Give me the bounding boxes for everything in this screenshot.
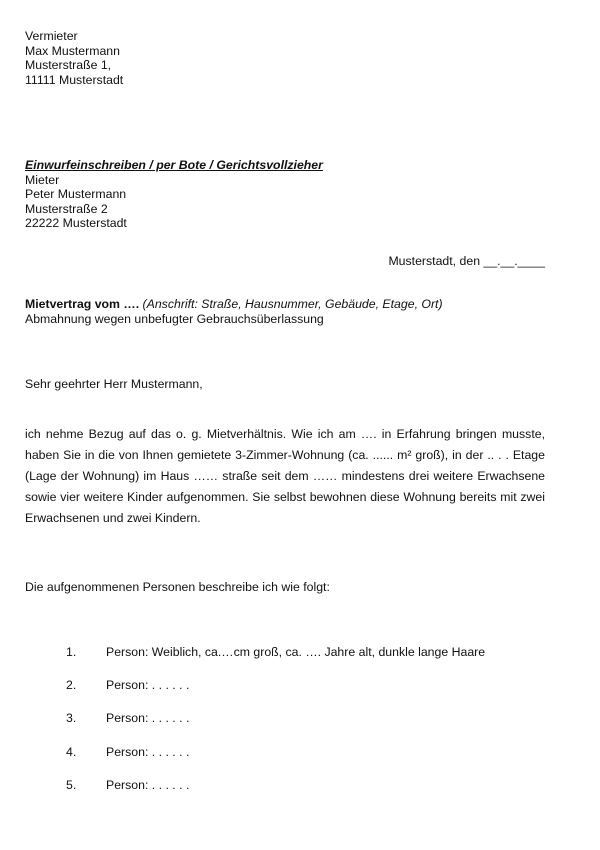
salutation: Sehr geehrter Herr Mustermann,: [25, 377, 203, 391]
list-text: Person: . . . . . .: [106, 678, 190, 693]
date-line: Musterstadt, den __.__.____: [388, 254, 545, 268]
landlord-street: Musterstraße 1,: [25, 58, 112, 72]
list-number: 4.: [66, 744, 77, 759]
list-item: [66, 711, 485, 744]
tenant-name: Peter Mustermann: [25, 187, 127, 201]
persons-list: [66, 645, 485, 811]
list-item: [66, 645, 485, 678]
landlord-name: Max Mustermann: [25, 43, 120, 58]
list-text: Person: . . . . . .: [106, 744, 190, 759]
subject-contract: Mietvertrag vom ….: [25, 297, 140, 311]
tenant-role: Mieter: [25, 172, 60, 187]
subject-address-hint: (Anschrift: Straße, Hausnummer, Gebäude, Etage, Ort): [139, 297, 443, 311]
body-paragraph: ich nehme Bezug auf das o. g. Mietverhältnis. Wie ich am …. in Erfahrung bringen musste, haben Sie in die von Ihnen gemietete 3-Zimmer-Wohnung (ca. ...... m² groß), in der .. . . Etage (Lage der Wohnung) im Haus …… straße seit dem …… mindestens drei weitere Erwachsene sowie vier weitere Kinder aufgenommen. Sie selbst bewohnen diese Wohnung bereits mit zwei Erwachsenen und zwei Kindern.: [25, 427, 545, 525]
list-text: Person: Weiblich, ca.…cm groß, ca. …. Jahre alt, dunkle lange Haare: [106, 645, 486, 659]
tenant-address: [25, 158, 323, 231]
list-number: 5.: [66, 777, 77, 792]
list-item: [66, 778, 485, 811]
tenant-street: Musterstraße 2: [25, 201, 108, 216]
list-item: [66, 678, 485, 711]
landlord-role: Vermieter: [25, 29, 78, 43]
subject-warning: Abmahnung wegen unbefugter Gebrauchsüberlassung: [25, 311, 324, 326]
delivery-method: Einwurfeinschreiben / per Bote / Gerichtsvollzieher: [25, 158, 323, 172]
landlord-address: [25, 29, 123, 87]
list-number: 3.: [66, 711, 77, 726]
list-number: 1.: [66, 645, 77, 659]
tenant-city: 22222 Musterstadt: [25, 216, 127, 230]
subject-block: [25, 297, 443, 326]
persons-intro: Die aufgenommenen Personen beschreibe ich wie folgt:: [25, 580, 330, 594]
list-item: [66, 745, 485, 778]
landlord-city: 11111 Musterstadt: [25, 72, 124, 87]
list-text: Person: . . . . . .: [106, 711, 190, 726]
list-text: Person: . . . . . .: [106, 777, 190, 792]
list-number: 2.: [66, 678, 77, 693]
